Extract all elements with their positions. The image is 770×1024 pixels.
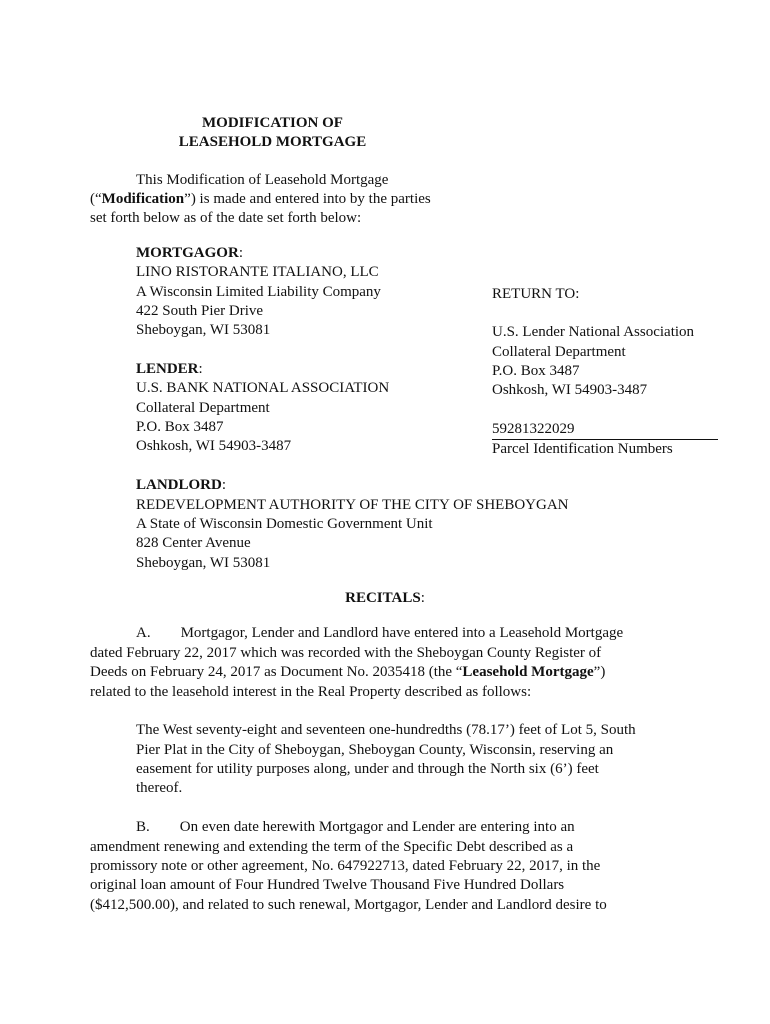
legal-description-line-4: thereof. [136, 780, 183, 796]
recital-b-line-1: B. On even date herewith Mortgagor and Lender are entering into an [136, 819, 575, 835]
recital-a-line-1: A. Mortgagor, Lender and Landlord have entered into a Leasehold Mortgage [136, 625, 624, 641]
mortgagor-entity-type: A Wisconsin Limited Liability Company [136, 284, 381, 300]
document-title-line-1: MODIFICATION OF [202, 115, 343, 131]
recitals-heading: RECITALS: [345, 590, 425, 606]
landlord-city: Sheboygan, WI 53081 [136, 555, 271, 571]
return-to-heading: RETURN TO: [492, 286, 580, 302]
lender-heading: LENDER: [136, 361, 203, 377]
lender-po-box: P.O. Box 3487 [136, 419, 224, 435]
recital-b-line-5: ($412,500.00), and related to such renewal, Mortgagor, Lender and Landlord desire to [90, 897, 607, 913]
return-to-department: Collateral Department [492, 344, 626, 360]
document-title-line-2: LEASEHOLD MORTGAGE [178, 134, 367, 150]
intro-line-3: set forth below as of the date set forth below: [90, 210, 362, 226]
return-to-name: U.S. Lender National Association [492, 324, 695, 340]
mortgagor-heading: MORTGAGOR: [136, 245, 243, 261]
legal-description-line-1: The West seventy-eight and seventeen one-hundredths (78.17’) feet of Lot 5, South [136, 722, 636, 738]
landlord-name: REDEVELOPMENT AUTHORITY OF THE CITY OF SHEBOYGAN [136, 497, 569, 513]
mortgagor-street: 422 South Pier Drive [136, 303, 264, 319]
intro-line-1: This Modification of Leasehold Mortgage [136, 172, 389, 188]
parcel-number: 59281322029 [492, 420, 718, 440]
recital-b-line-4: original loan amount of Four Hundred Twelve Thousand Five Hundred Dollars [90, 877, 565, 893]
recital-a-line-3: Deeds on February 24, 2017 as Document No. 2035418 (the “Leasehold Mortgage”) [90, 664, 606, 680]
landlord-heading: LANDLORD: [136, 477, 227, 493]
legal-description-line-3: easement for utility purposes along, under and through the North six (6’) feet [136, 761, 599, 777]
return-to-city: Oshkosh, WI 54903-3487 [492, 382, 648, 398]
landlord-entity-type: A State of Wisconsin Domestic Government Unit [136, 516, 433, 532]
mortgagor-city: Sheboygan, WI 53081 [136, 322, 271, 338]
leasehold-mortgage-defined-term: Leasehold Mortgage [462, 664, 594, 680]
recital-b-line-3: promissory note or other agreement, No. 647922713, dated February 22, 2017, in the [90, 858, 601, 874]
return-to-po-box: P.O. Box 3487 [492, 363, 580, 379]
parcel-label: Parcel Identification Numbers [492, 441, 673, 457]
modification-defined-term: Modification [101, 191, 185, 207]
lender-department: Collateral Department [136, 400, 270, 416]
lender-name: U.S. BANK NATIONAL ASSOCIATION [136, 380, 390, 396]
intro-line-2: (“Modification”) is made and entered into by the parties [90, 191, 431, 207]
recital-a-line-2: dated February 22, 2017 which was recorded with the Sheboygan County Register of [90, 645, 602, 661]
mortgagor-name: LINO RISTORANTE ITALIANO, LLC [136, 264, 379, 280]
recital-a-line-4: related to the leasehold interest in the Real Property described as follows: [90, 684, 532, 700]
landlord-street: 828 Center Avenue [136, 535, 251, 551]
legal-description-line-2: Pier Plat in the City of Sheboygan, Sheboygan County, Wisconsin, reserving an [136, 742, 614, 758]
recital-b-line-2: amendment renewing and extending the term of the Specific Debt described as a [90, 839, 574, 855]
lender-city: Oshkosh, WI 54903-3487 [136, 438, 292, 454]
